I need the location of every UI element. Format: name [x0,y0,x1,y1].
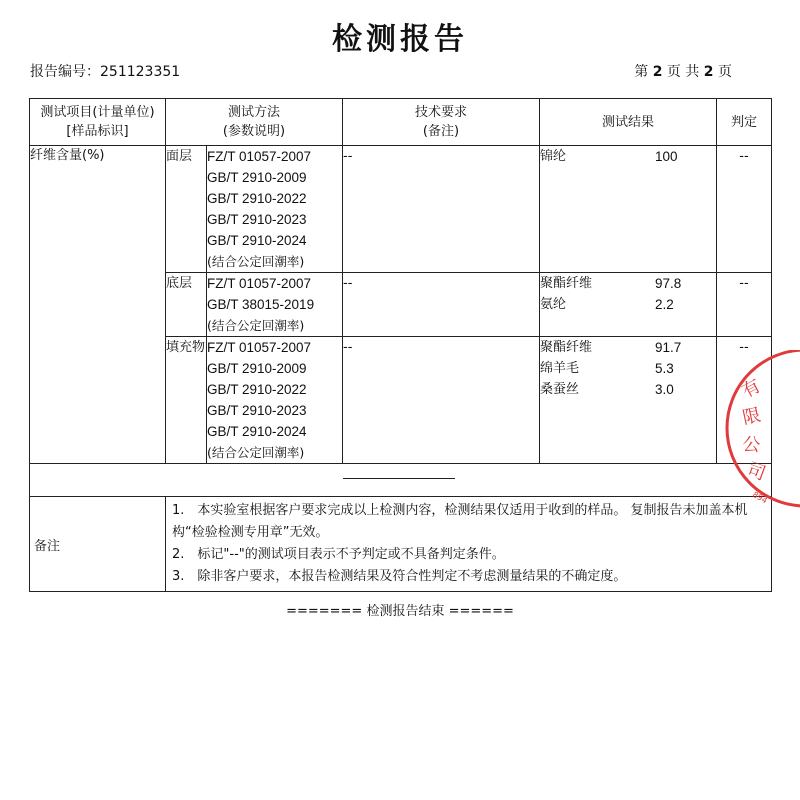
remarks-body [166,497,772,592]
seal-number: 894 [751,489,769,506]
page-mid: 页 共 [666,64,700,80]
result-cell [540,273,717,337]
remark-item: 2. 标记"--"的测试项目表示不予判定或不具备判定条件。 [172,547,505,562]
table-header-row [30,99,772,146]
header-item [30,99,166,146]
requirement-cell: -- [343,146,540,273]
header-judgement: 判定 [717,99,772,146]
seal-char: 司 [744,458,769,485]
remarks-row [30,497,772,592]
page-current: 2 [652,64,663,80]
seal-char: 有 [738,375,765,403]
result-entry [540,294,716,315]
method-standard: GB/T 2910-2009 [207,170,307,185]
result-entry [540,358,716,379]
method-standard: GB/T 2910-2024 [207,424,307,439]
method-standard: GB/T 2910-2024 [207,233,307,248]
result-cell [540,337,717,464]
header-method [166,99,343,146]
method-standard: FZ/T 01057-2007 [207,340,312,355]
report-end-marker: ======= 检测报告结束 ====== [286,604,514,619]
separator-line [343,478,455,479]
report-number [30,61,180,81]
page-prefix: 第 [634,64,649,80]
header-requirement-label: 技术要求 [414,105,467,120]
header-method-label: 测试方法 [227,105,280,120]
results-table [29,98,772,592]
fiber-value: 3.0 [655,382,674,397]
report-number-label: 报告编号： [30,64,100,80]
header-result: 测试结果 [540,99,717,146]
method-list [207,273,343,337]
method-standard: GB/T 38015-2019 [207,297,315,312]
method-list [207,337,343,464]
remark-item: 1. 本实验室根据客户要求完成以上检测内容，检测结果仅适用于收到的样品。 复制报告未加盖本机构“检验检测专用章”无效。 [172,503,748,540]
method-note: (结合公定回潮率) [207,254,305,269]
method-standard: GB/T 2910-2022 [207,382,307,397]
requirement-cell: -- [343,273,540,337]
method-note: (结合公定回潮率) [207,445,305,460]
result-cell [540,146,717,273]
report-number-value: 251123351 [100,64,181,80]
method-standard: GB/T 2910-2022 [207,191,307,206]
fiber-name: 绵羊毛 [540,361,580,376]
fiber-value: 97.8 [655,276,682,291]
separator-cell [30,464,772,497]
remark-item: 3. 除非客户要求，本报告检测结果及符合性判定不考虑测量结果的不确定度。 [172,569,627,584]
seal-char: 限 [740,404,763,429]
item-name: 纤维含量(%) [30,146,166,464]
result-entry [540,337,716,358]
method-list [207,146,343,273]
fiber-value: 91.7 [655,340,682,355]
judgement-cell: -- [717,337,772,464]
fiber-value: 5.3 [655,361,674,376]
seal-char: 公 [741,434,762,457]
method-note: (结合公定回潮率) [207,318,305,333]
separator-row [30,464,772,497]
table-row [30,146,772,273]
judgement-cell: -- [717,146,772,273]
fiber-name: 聚酯纤维 [540,276,593,291]
page-suffix: 页 [718,64,732,80]
method-standard: GB/T 2910-2009 [207,361,307,376]
fiber-name: 桑蚕丝 [540,382,580,397]
remarks-label: 备注 [30,497,166,592]
result-entry [540,379,716,400]
method-standard: FZ/T 01057-2007 [207,149,312,164]
method-standard: GB/T 2910-2023 [207,212,307,227]
fiber-name: 氨纶 [540,297,567,312]
result-entry [540,146,716,167]
fiber-name: 锦纶 [540,149,567,164]
header-requirement [343,99,540,146]
header-item-sub: [样品标识] [66,124,129,139]
header-requirement-sub: (备注) [422,124,460,139]
result-entry [540,273,716,294]
fiber-name: 聚酯纤维 [540,340,593,355]
page-total: 2 [703,64,714,80]
fiber-value: 2.2 [655,297,674,312]
layer-label: 填充物 [166,337,207,464]
page-indicator [634,61,732,81]
header-item-label: 测试项目(计量单位) [40,105,155,120]
header-method-sub: (参数说明) [222,124,286,139]
requirement-cell: -- [343,337,540,464]
judgement-cell: -- [717,273,772,337]
report-title: 检测报告 [332,22,468,57]
method-standard: FZ/T 01057-2007 [207,276,312,291]
fiber-value: 100 [655,149,678,164]
method-standard: GB/T 2910-2023 [207,403,307,418]
layer-label: 底层 [166,273,207,337]
layer-label: 面层 [166,146,207,273]
